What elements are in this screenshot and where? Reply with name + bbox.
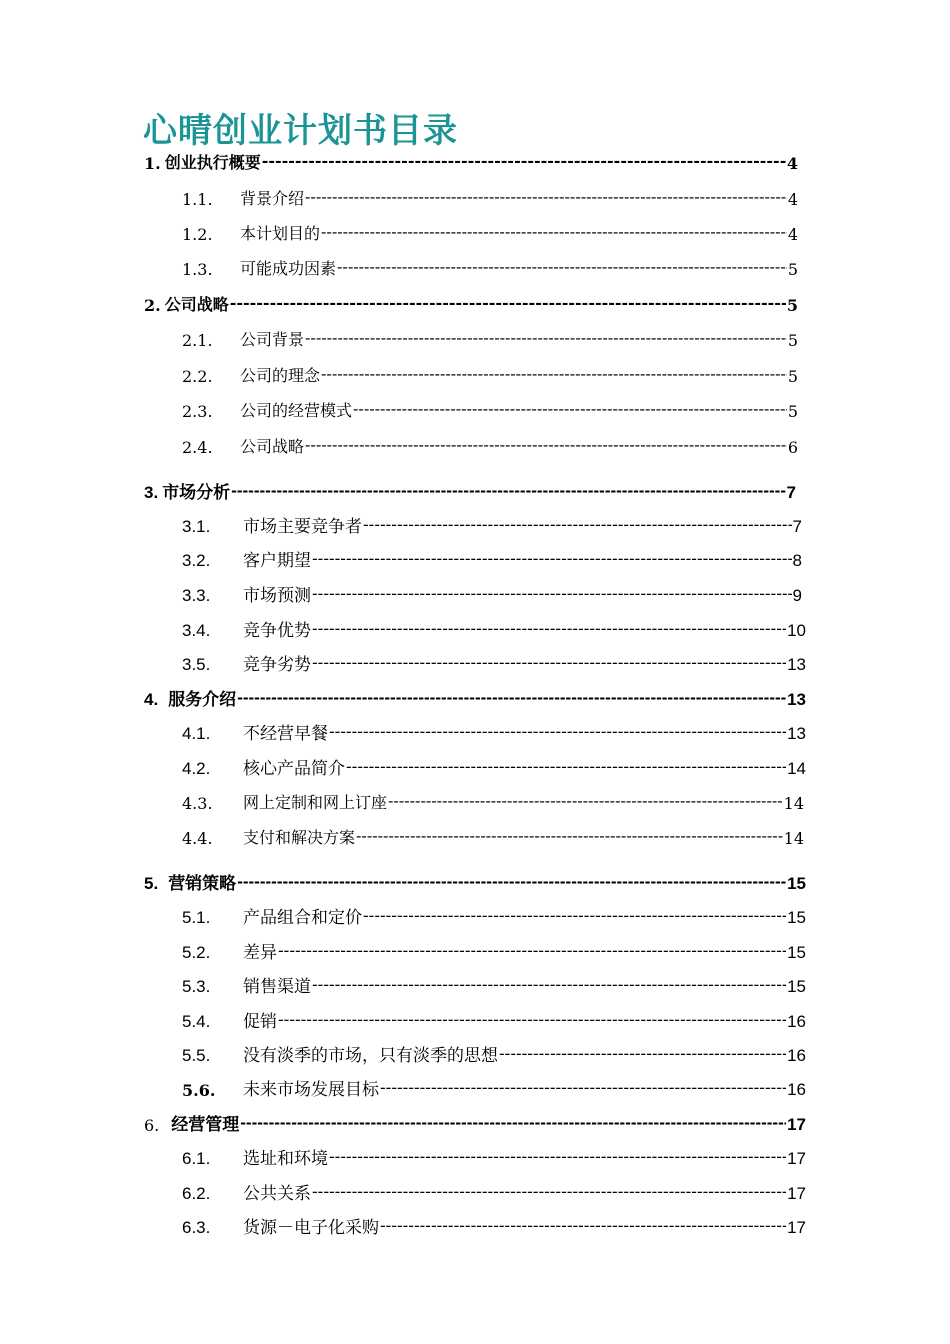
toc-entry-1-2[interactable] <box>182 220 798 244</box>
toc-entry-text: 经营管理 <box>171 1115 240 1134</box>
toc-entry-page: 15 <box>787 943 806 962</box>
toc-entry-page: 5 <box>787 402 798 421</box>
toc-entry-text: 公共关系 <box>243 1184 311 1204</box>
toc-entry-number: 5.4. <box>182 1012 211 1031</box>
toc-entry-number: 5.3. <box>182 977 211 996</box>
toc-entry-page: 4 <box>787 190 798 209</box>
toc-entry-number: 3.3. <box>182 586 211 605</box>
toc-entry-page: 8 <box>792 551 802 570</box>
toc-entry-number: 4.4. <box>182 829 213 848</box>
toc-entry-number: 3.4. <box>182 621 211 640</box>
toc-entry-text: 促销 <box>243 1012 277 1032</box>
toc-entry-page: 5 <box>787 331 798 350</box>
toc-entry-number: 4.2. <box>182 759 211 778</box>
toc-entry-1[interactable] <box>144 149 798 173</box>
toc-entry-1-1[interactable] <box>182 185 798 209</box>
toc-entry-text: 公司背景 <box>240 330 305 349</box>
toc-entry-text: 背景介绍 <box>240 189 305 208</box>
toc-entry-2-1[interactable] <box>182 326 798 350</box>
toc-entry-4-1[interactable] <box>182 720 806 744</box>
toc-entry-2-2[interactable] <box>182 362 798 386</box>
toc-entry-text: 竞争优势 <box>243 621 311 641</box>
toc-entry-page: 7 <box>792 517 802 536</box>
toc-entry-text: 不经营早餐 <box>243 724 328 744</box>
toc-entry-number: 1.1. <box>182 190 213 209</box>
dot-leader <box>312 620 786 638</box>
toc-entry-text: 支付和解决方案 <box>243 828 356 847</box>
toc-entry-3-3[interactable] <box>182 582 802 606</box>
toc-entry-2-4[interactable] <box>182 433 798 457</box>
toc-entry-text: 未来市场发展目标 <box>243 1080 379 1100</box>
dot-leader <box>380 1079 786 1097</box>
dot-leader <box>388 792 783 810</box>
toc-entry-5[interactable] <box>144 870 806 894</box>
toc-entry-6-2[interactable] <box>182 1180 806 1204</box>
toc-entry-page: 5 <box>787 260 798 279</box>
toc-entry-2-3[interactable] <box>182 397 798 421</box>
toc-entry-text: 市场预测 <box>243 586 311 606</box>
toc-entry-number: 5.2. <box>182 943 211 962</box>
toc-entry-6[interactable] <box>144 1111 806 1135</box>
toc-entry-page: 14 <box>783 829 804 848</box>
toc-entry-text: 客户期望 <box>243 551 311 571</box>
toc-entry-page: 9 <box>792 586 802 605</box>
toc-entry-page: 7 <box>786 483 796 502</box>
dot-leader <box>305 188 787 206</box>
toc-entry-text: 市场主要竞争者 <box>243 517 362 537</box>
toc-entry-5-3[interactable] <box>182 973 806 997</box>
dot-leader <box>329 723 786 741</box>
toc-entry-text: 创业执行概要 <box>164 153 261 172</box>
toc-entry-text: 销售渠道 <box>243 977 311 997</box>
toc-entry-page: 4 <box>786 154 798 173</box>
toc-entry-5-2[interactable] <box>182 939 806 963</box>
toc-entry-page: 6 <box>787 438 798 457</box>
dot-leader <box>312 654 786 672</box>
dot-leader <box>312 585 792 603</box>
dot-leader <box>312 976 786 994</box>
toc-entry-page: 14 <box>787 759 806 778</box>
toc-entry-text: 竞争劣势 <box>243 655 311 675</box>
dot-leader <box>237 873 786 891</box>
toc-entry-number: 2.4. <box>182 438 213 457</box>
toc-entry-6-1[interactable] <box>182 1145 806 1169</box>
toc-entry-number: 5.6. <box>182 1081 216 1100</box>
toc-entry-page: 16 <box>787 1080 806 1099</box>
toc-entry-number: 5.5. <box>182 1046 211 1065</box>
toc-entry-number: 2.3. <box>182 402 213 421</box>
toc-entry-2[interactable] <box>144 291 798 315</box>
toc-entry-number: 2.1. <box>182 331 213 350</box>
dot-leader <box>363 516 792 534</box>
toc-entry-number: 1.3. <box>182 260 213 279</box>
dot-leader <box>305 436 787 454</box>
toc-entry-number: 3.5. <box>182 655 211 674</box>
toc-entry-page: 13 <box>787 724 806 743</box>
toc-entry-text: 差异 <box>243 943 277 963</box>
toc-entry-number: 2. <box>144 296 161 315</box>
toc-entry-number: 5. <box>144 874 159 893</box>
toc-entry-page: 16 <box>787 1046 806 1065</box>
toc-entry-page: 14 <box>783 794 804 813</box>
toc-entry-3-2[interactable] <box>182 547 802 571</box>
toc-entry-page: 5 <box>786 296 798 315</box>
toc-entry-text: 公司战略 <box>164 295 229 314</box>
toc-entry-4-3[interactable] <box>182 789 804 813</box>
toc-entry-text: 可能成功因素 <box>240 259 337 278</box>
toc-entry-1-3[interactable] <box>182 255 798 279</box>
toc-entry-text: 公司战略 <box>240 437 305 456</box>
toc-entry-number: 4.3. <box>182 794 213 813</box>
dot-leader <box>237 689 786 707</box>
toc-entry-text: 选址和环境 <box>243 1149 328 1169</box>
toc-entry-number: 3. <box>144 483 159 502</box>
dot-leader <box>312 1183 786 1201</box>
toc-entry-page: 17 <box>787 1149 806 1168</box>
toc-entry-number: 6. <box>144 1116 160 1135</box>
toc-entry-5-6[interactable] <box>182 1076 806 1100</box>
dot-leader <box>337 258 787 276</box>
toc-entry-page: 15 <box>787 874 806 893</box>
dot-leader <box>380 1217 786 1235</box>
toc-entry-5-4[interactable] <box>182 1008 806 1032</box>
toc-entry-number: 6.3. <box>182 1218 211 1237</box>
toc-entry-text: 网上定制和网上订座 <box>243 793 388 812</box>
toc-entry-page: 16 <box>787 1012 806 1031</box>
toc-entry-text: 没有淡季的市场，只有淡季的思想 <box>243 1046 498 1066</box>
dot-leader <box>305 329 787 347</box>
toc-entry-3[interactable] <box>144 479 796 503</box>
toc-entry-number: 4.1. <box>182 724 211 743</box>
dot-leader <box>231 482 785 500</box>
dot-leader <box>240 1114 786 1132</box>
toc-entry-text: 市场分析 <box>162 483 231 502</box>
dot-leader <box>321 223 787 241</box>
dot-leader <box>329 1148 786 1166</box>
toc-entry-number: 3.1. <box>182 517 211 536</box>
toc-entry-page: 17 <box>787 1218 806 1237</box>
toc-entry-page: 15 <box>787 977 806 996</box>
toc-entry-5-1[interactable] <box>182 904 806 928</box>
toc-entry-page: 13 <box>787 655 806 674</box>
toc-entry-3-4[interactable] <box>182 617 806 641</box>
toc-entry-page: 13 <box>787 690 806 709</box>
toc-entry-text: 本计划目的 <box>240 224 321 243</box>
toc-entry-text: 核心产品简介 <box>243 759 345 779</box>
toc-entry-4-4[interactable] <box>182 824 804 848</box>
dot-leader <box>262 152 786 170</box>
dot-leader <box>353 400 787 418</box>
toc-entry-text: 公司的经营模式 <box>240 401 353 420</box>
toc-entry-number: 5.1. <box>182 908 211 927</box>
toc-entry-page: 10 <box>787 621 806 640</box>
toc-entry-text: 货源－电子化采购 <box>243 1218 379 1238</box>
toc-entry-number: 1. <box>144 154 161 173</box>
toc-entry-number: 6.1. <box>182 1149 211 1168</box>
toc-entry-number: 2.2. <box>182 367 213 386</box>
toc-entry-page: 17 <box>787 1115 806 1134</box>
toc-entry-text: 产品组合和定价 <box>243 908 362 928</box>
toc-entry-4[interactable] <box>144 686 806 710</box>
toc-entry-number: 6.2. <box>182 1184 211 1203</box>
toc-entry-page: 5 <box>787 367 798 386</box>
toc-entry-4-2[interactable] <box>182 755 806 779</box>
dot-leader <box>321 365 787 383</box>
toc-entry-3-1[interactable] <box>182 513 802 537</box>
toc-entry-number: 3.2. <box>182 551 211 570</box>
toc-entry-3-5[interactable] <box>182 651 806 675</box>
dot-leader <box>346 758 786 776</box>
toc-entry-page: 15 <box>787 908 806 927</box>
toc-entry-number: 4. <box>144 690 159 709</box>
toc-entry-text: 公司的理念 <box>240 366 321 385</box>
toc-entry-text: 营销策略 <box>168 874 237 893</box>
dot-leader <box>363 907 786 925</box>
toc-entry-6-3[interactable] <box>182 1214 806 1238</box>
dot-leader <box>312 550 792 568</box>
dot-leader <box>278 942 786 960</box>
toc-entry-text: 服务介绍 <box>168 690 237 709</box>
dot-leader <box>356 827 783 845</box>
toc-entry-number: 1.2. <box>182 225 213 244</box>
toc-entry-page: 17 <box>787 1184 806 1203</box>
toc-entry-5-5[interactable] <box>182 1042 806 1066</box>
dot-leader <box>230 294 786 312</box>
page-title: 心晴创业计划书目录 <box>143 111 458 151</box>
toc-entry-page: 4 <box>787 225 798 244</box>
dot-leader <box>278 1011 786 1029</box>
dot-leader <box>499 1045 786 1063</box>
